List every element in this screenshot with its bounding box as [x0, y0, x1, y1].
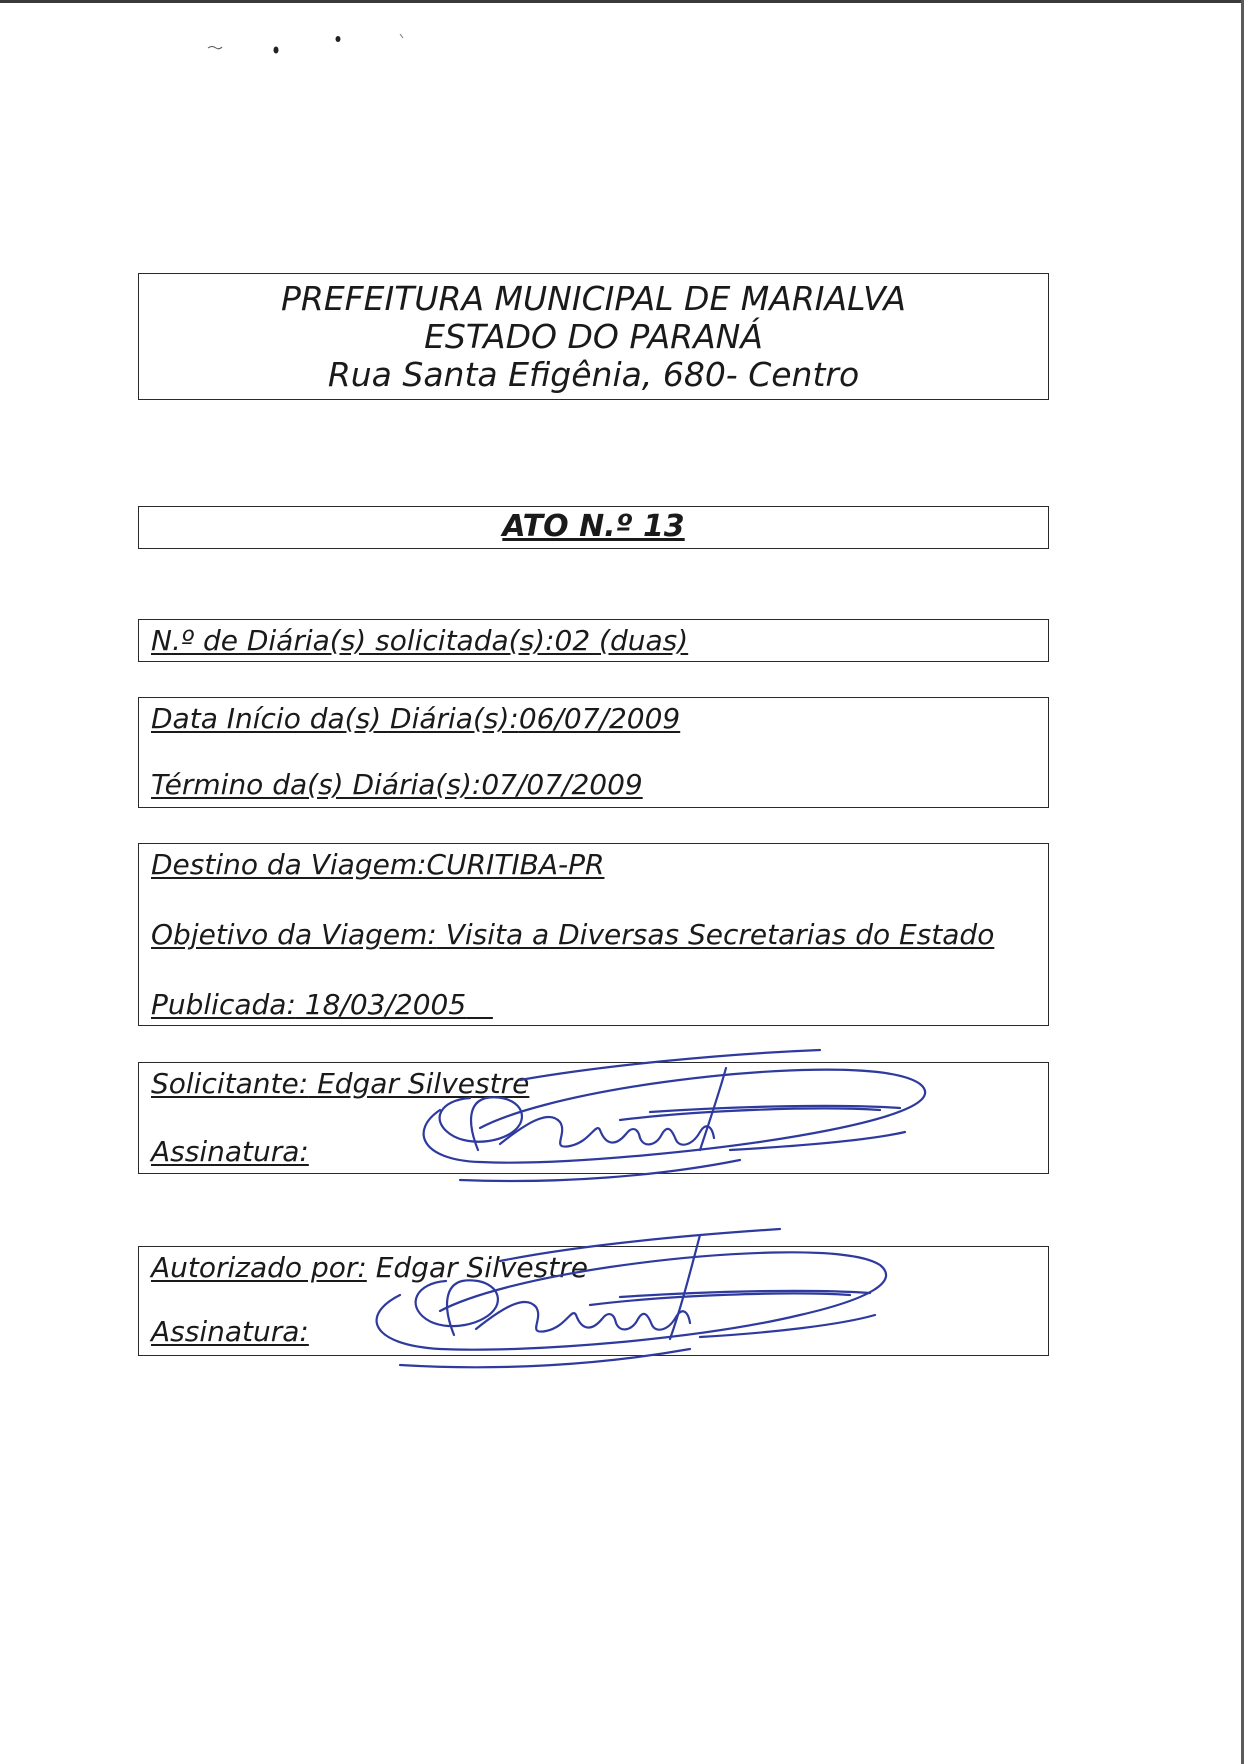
requester-name: Edgar Silvestre: [308, 1067, 530, 1100]
requester-label: Solicitante:: [151, 1067, 309, 1100]
start-date-value: 06/07/2009: [518, 702, 681, 735]
trip-box: [138, 843, 1049, 1026]
destination-value: CURITIBA-PR: [426, 848, 605, 881]
authorizer-name: Edgar Silvestre: [366, 1251, 588, 1284]
published-value: 18/03/2005: [295, 988, 467, 1021]
end-date-line: [151, 768, 643, 801]
title-box: [138, 506, 1049, 549]
objective-label: Objetivo da Viagem:: [151, 918, 437, 951]
diarias-value: 02 (duas): [554, 624, 689, 657]
objective-line: [151, 918, 994, 951]
destination-label: Destino da Viagem:: [151, 848, 427, 881]
authorizer-signature-label: Assinatura:: [151, 1315, 309, 1348]
authorizer-label: Autorizado por:: [151, 1251, 367, 1284]
authorizer-signature: [360, 1215, 920, 1375]
requester-signature: [400, 1050, 960, 1190]
end-date-value: 07/07/2009: [481, 768, 643, 801]
diarias-label: N.º de Diária(s) solicitada(s):: [151, 624, 555, 657]
published-label: Publicada:: [151, 988, 296, 1021]
dates-box: [138, 697, 1049, 808]
requester-signature-label: Assinatura:: [151, 1135, 309, 1168]
diarias-line: [151, 624, 688, 657]
start-date-label: Data Início da(s) Diária(s):: [151, 702, 519, 735]
scan-edge-top: [0, 0, 1244, 3]
diarias-box: [138, 619, 1049, 662]
end-date-label: Término da(s) Diária(s):: [151, 768, 482, 801]
document-title: ATO N.º 13: [502, 509, 685, 544]
municipality-name: PREFEITURA MUNICIPAL DE MARIALVA: [280, 279, 906, 318]
scan-specks: [200, 30, 440, 60]
state-name: ESTADO DO PARANÁ: [424, 317, 763, 356]
destination-line: [151, 848, 604, 881]
address: Rua Santa Efigênia, 680- Centro: [327, 355, 860, 394]
published-line: [151, 988, 493, 1021]
objective-value: Visita a Diversas Secretarias do Estado: [436, 918, 995, 951]
header-box: [138, 273, 1049, 400]
start-date-line: [151, 702, 680, 735]
